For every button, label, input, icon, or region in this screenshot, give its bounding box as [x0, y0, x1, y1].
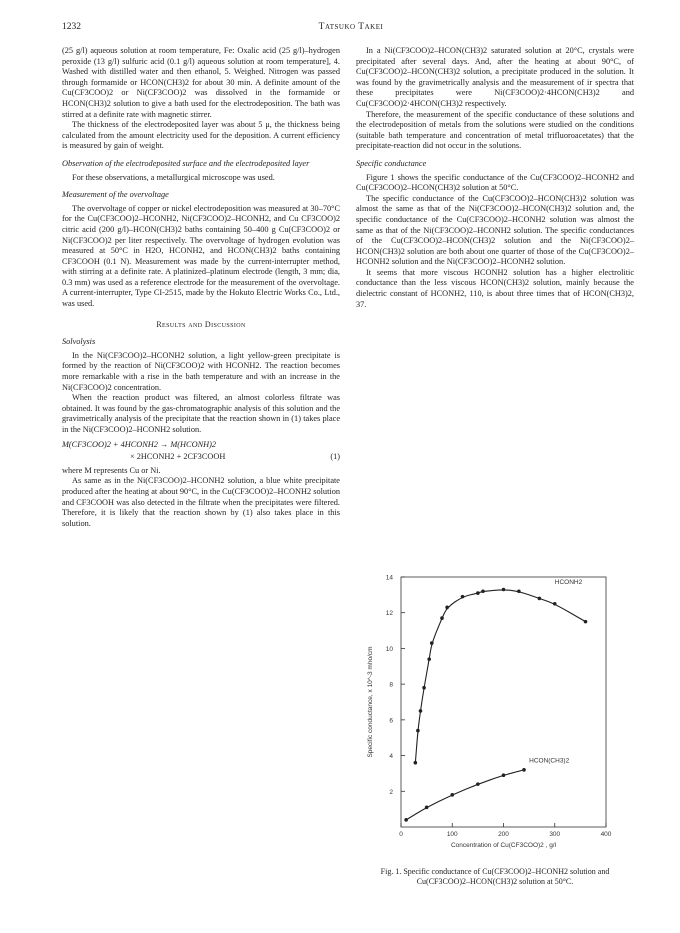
chart-axes: [401, 577, 606, 827]
data-point: [553, 602, 557, 606]
data-point: [450, 793, 454, 797]
data-point: [430, 641, 434, 645]
x-axis-label: Concentration of Cu(CF3COO)2 , g/l: [450, 842, 557, 849]
paragraph: The overvoltage of copper or nickel electrodeposition was measured at 30–70°C for the Cu(CF3COO)2–HCONH2, Ni(CF3COO)2–HCONH2, and Cu CF3COO)2 citric acid (200 g/l)–HCON(CH3)2 baths containing 50–400 g Cu(CF3COO)2 or Ni(CF3COO)2 per liter respectively. The overvoltage of hydrogen evolution was measured at 50°C in H2O, HCONH2, and HCON(CH3)2 baths containing CF3COOH (0.1 N). Measurement was made by the current-interrupter method, with stirring at a definite rate. A platinized–platinum electrode (length, 3 mm; dia, 0.3 mm) was used as a reference electrode for the measurement of the overvoltage. A current-interrupter, Type CI-2515, made by the Hokuto Electric Works Co., Ltd., was used.: [62, 203, 340, 309]
data-point: [461, 595, 465, 599]
paragraph: The thickness of the electrodeposited layer was about 5 μ, the thickness being calculated from the amount electricity used for the deposition. A current efficiency is measured by gain of weight.: [62, 120, 340, 151]
y-tick-label: 14: [385, 574, 393, 582]
y-tick-label: 8: [389, 681, 393, 689]
data-point: [427, 657, 431, 661]
data-point: [476, 591, 480, 595]
y-tick-label: 12: [385, 610, 393, 618]
paragraph: For these observations, a metallurgical microscope was used.: [72, 172, 275, 182]
figure-1: [356, 565, 634, 887]
data-point: [404, 818, 408, 822]
left-column: [62, 46, 340, 529]
data-point: [425, 806, 429, 810]
y-tick-label: 10: [385, 645, 393, 653]
y-tick-label: 2: [389, 788, 393, 796]
paragraph: It seems that more viscous HCONH2 solution has a higher electrolitic conductance than the less viscous HCON(CH3)2 solution, mainly because the dielectric constant of HCONH2, 110, is about three times that of HCON(CH3)2, 37.: [356, 267, 634, 309]
plot-frame: [401, 577, 606, 827]
figure-caption: Fig. 1. Specific conductance of Cu(CF3COO)2–HCONH2 solution and Cu(CF3COO)2–HCON(CH3)2 solution at 50°C.: [380, 867, 610, 886]
data-point: [502, 588, 506, 592]
section-subheading: Specific conductance: [356, 158, 427, 168]
paragraph: Therefore, the measurement of the specific conductance of these solutions and the electrodeposition of metals from the solutions were studied on the conditions (suitable bath temperature and concentration of metal trifluoroacetates) that the precipitate-reaction did not occur in the solutions.: [356, 109, 634, 151]
data-point: [502, 773, 506, 777]
x-tick-label: 300: [549, 831, 561, 838]
y-tick-label: 4: [389, 753, 393, 761]
x-tick-label: 0: [399, 831, 403, 838]
x-tick-label: 400: [600, 831, 612, 838]
series-line: [406, 770, 524, 820]
section-subheading: Measurement of the overvoltage: [62, 190, 169, 200]
paragraph: In the Ni(CF3COO)2–HCONH2 solution, a light yellow-green precipitate is formed by the reaction of Ni(CF3COO)2 with HCONH2. The reaction becomes more remarkable with a rise in the bath temperature and with an increase in the Ni(CF3COO)2 concentration.: [62, 350, 340, 392]
y-axis-label: Specific conductance, x 10^-3 mho/cm: [367, 646, 374, 758]
data-point: [584, 620, 588, 624]
paragraph: When the reaction product was filtered, an almost colorless filtrate was obtained. It was found by the gas-chromatographic analysis of this solution and the gravimetrically analysis of the precipitate that the reaction shown in (1) takes place in the Ni(CF3COO)2–HCONH2 solution.: [62, 393, 340, 434]
data-point: [445, 606, 449, 610]
right-column: [356, 46, 634, 310]
data-point: [522, 768, 526, 772]
paragraph: (25 g/l) aqueous solution at room temperature, Fe: Oxalic acid (25 g/l)–hydrogen peroxide (13 g/l) sulfuric acid (0.1 g/l) aqueous solution at room temperature], 4. Washed with distilled water and then ethanol, 5. Weighed. Nitrogen was passed through formamide or HCON(CH3)2 for about 30 min. A definite amount of the Cu(CF3COO)2 or Ni(CF3COO)2 was dissolved in the formamide or HCON(CH3)2 solution to give a bath used for the electrodeposition. The bath was stirred at a definite rate with magnetic stirrer.: [62, 46, 340, 119]
conductance-chart: [356, 565, 634, 865]
data-point: [476, 782, 480, 786]
page-number: 1232: [62, 22, 81, 32]
data-point: [422, 686, 426, 690]
page-header: [62, 22, 640, 36]
y-tick-label: 6: [389, 717, 393, 725]
equation-number: (1): [330, 452, 340, 462]
data-point: [416, 729, 420, 733]
paragraph: As same as in the Ni(CF3COO)2–HCONH2 solution, a blue white precipitate produced after the heating at about 90°C, in the Cu(CF3COO)2–HCONH2 solution and CF3COOH was also detected in the filtrate when the precipitates were filtered. Therefore, it is likely that the reaction shown by (1) also takes place in this solution.: [62, 476, 340, 528]
data-point: [440, 616, 444, 620]
data-point: [517, 589, 521, 593]
equation-line-2: [62, 452, 340, 463]
equation-term: × 2HCONH2 + 2CF3COOH: [130, 452, 226, 462]
paragraph: In a Ni(CF3COO)2–HCON(CH3)2 saturated solution at 20°C, crystals were precipitated after several days. And, after the heating at about 90°C, of Cu(CF3COO)2–HCON(CH3)2 solution, a precipitate produced in the solution. It was found by the gravimetrically analysis and the measurement of ir spectra that these precipitates were Ni(CF3COO)2·4HCON(CH3)2 and Cu(CF3COO)2·4HCON(CH3)2 respectively.: [356, 46, 634, 108]
paragraph: where M represents Cu or Ni.: [62, 465, 161, 475]
data-point: [419, 709, 423, 713]
equation-line-1: M(CF3COO)2 + 4HCONH2 → M(HCONH)2: [62, 439, 217, 449]
paragraph: Figure 1 shows the specific conductance of the Cu(CF3COO)2–HCONH2 and Cu(CF3COO)2–HCON(CH3)2 solution at 50°C.: [356, 172, 634, 193]
section-heading: Results and Discussion: [156, 319, 246, 329]
running-title: Tatsuko Takei: [318, 22, 384, 32]
chart-marks: [404, 588, 587, 822]
section-subheading: Solvolysis: [62, 337, 96, 347]
x-tick-label: 100: [446, 831, 458, 838]
x-tick-label: 200: [498, 831, 509, 838]
data-point: [481, 589, 485, 593]
series-line: [415, 590, 585, 763]
section-subheading: Observation of the electrodeposited surface and the electrodeposited layer: [62, 158, 310, 168]
series-label: HCONH2: [554, 579, 583, 587]
data-point: [538, 597, 542, 601]
series-label: HCON(CH3)2: [529, 757, 570, 765]
paragraph: The specific conductance of the Cu(CF3COO)2–HCON(CH3)2 solution was almost the same as that of the Ni(CF3COO)2–HCON(CH3)2 solution and, the specific conductance of the Cu(CF3COO)2–HCONH2 solution was almost the same as that of the Ni(CF3COO)2–HCONH2 solution. The specific conductances of the Cu(CF3COO)2–HCON(CH3)2 solution and the Ni(CF3COO)2–HCON(CH3)2 solution are both about one quarter of those of the Cu(CF3COO)2–HCONH2 solution and the Ni(CF3COO)2–HCONH2 solution.: [356, 193, 634, 267]
data-point: [414, 761, 418, 765]
